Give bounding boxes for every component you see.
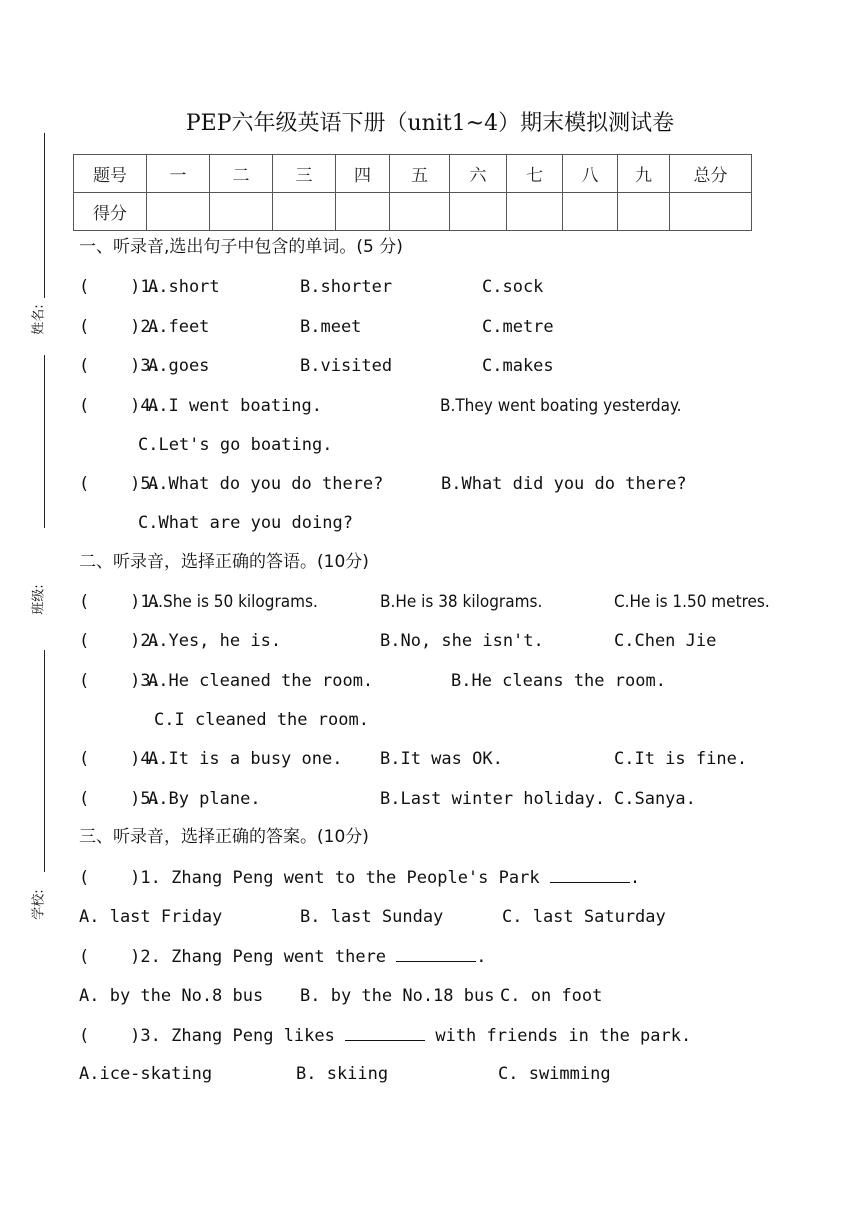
s1-q1-option-b: B.shorter <box>300 277 393 297</box>
s2-q2-option-b: B.No, she isn't. <box>380 631 544 651</box>
s1-q5-option-c: C.What are you doing? <box>138 513 353 533</box>
page-title: PEP六年级英语下册（unit1~4）期末模拟测试卷 <box>185 111 675 136</box>
s3-q1-stem-text: ( )1. Zhang Peng went to the People's Park <box>79 868 550 888</box>
score-cell[interactable] <box>210 193 273 231</box>
s1-q3-number: ( )3. <box>79 356 161 376</box>
s3-q2-option-c: C. on foot <box>500 986 603 1006</box>
score-cell[interactable] <box>336 193 390 231</box>
header-cell: 九 <box>618 155 670 193</box>
s2-q5-option-a: A.By plane. <box>148 789 261 809</box>
header-cell: 五 <box>390 155 450 193</box>
score-cell[interactable] <box>618 193 670 231</box>
name-label: 姓名: <box>31 304 47 335</box>
s3-q1-option-b: B. last Sunday <box>300 907 444 927</box>
s2-q1-number: ( )1. <box>79 592 161 612</box>
s2-q5-option-b: B.Last winter holiday. <box>380 789 606 809</box>
s2-q1-option-c: C.He is 1.50 metres. <box>614 592 770 612</box>
s2-q3-option-a: A.He cleaned the room. <box>148 671 374 691</box>
s2-q3-option-c: C.I cleaned the room. <box>154 710 369 730</box>
s1-q3-option-b: B.visited <box>300 356 393 376</box>
s3-q3-option-a: A.ice-skating <box>79 1064 213 1084</box>
s1-q2-option-c: C.metre <box>482 317 554 337</box>
s2-q1-option-a: A.She is 50 kilograms. <box>148 592 318 612</box>
s2-q2-option-c: C.Chen Jie <box>614 631 717 651</box>
s2-q5-option-c: C.Sanya. <box>614 789 696 809</box>
school-label: 学校: <box>31 889 47 920</box>
header-cell: 题号 <box>74 155 147 193</box>
header-cell: 二 <box>210 155 273 193</box>
section2-heading: 二、听录音，选择正确的答语。(10分) <box>79 552 369 572</box>
score-cell[interactable] <box>670 193 752 231</box>
s1-q5-number: ( )5. <box>79 474 161 494</box>
header-cell: 总分 <box>670 155 752 193</box>
s1-q4-option-b: B.They went boating yesterday. <box>440 396 682 416</box>
s2-q1-option-b: B.He is 38 kilograms. <box>380 592 543 612</box>
s1-q4-option-a: A.I went boating. <box>148 396 322 416</box>
s3-q2-option-a: A. by the No.8 bus <box>79 986 264 1006</box>
section1-heading: 一、听录音,选出句子中包含的单词。(5 分) <box>79 237 403 257</box>
score-table <box>73 154 752 231</box>
s1-q5-option-b: B.What did you do there? <box>441 474 687 494</box>
score-table-header-row <box>74 155 752 193</box>
s3-q3-blank[interactable] <box>345 1024 425 1041</box>
score-row-label: 得分 <box>74 193 147 231</box>
s3-q3-option-c: C. swimming <box>498 1064 611 1084</box>
s1-q1-number: ( )1. <box>79 277 161 297</box>
s3-q3-stem-end: with friends in the park. <box>425 1026 692 1046</box>
s3-q2-stem-text: ( )2. Zhang Peng went there <box>79 947 397 967</box>
header-cell: 一 <box>147 155 210 193</box>
s1-q4-number: ( )4. <box>79 396 161 416</box>
s2-q4-option-a: A.It is a busy one. <box>148 749 343 769</box>
section3-heading: 三、听录音，选择正确的答案。(10分) <box>79 827 369 847</box>
s3-q1-option-c: C. last Saturday <box>502 907 666 927</box>
s2-q4-number: ( )4. <box>79 749 161 769</box>
binding-line-mid <box>44 355 45 528</box>
s1-q3-option-c: C.makes <box>482 356 554 376</box>
s3-q1-blank[interactable] <box>550 866 630 883</box>
score-cell[interactable] <box>273 193 336 231</box>
s3-q2-stem-end: . <box>476 947 487 967</box>
s3-q3-option-b: B. skiing <box>296 1064 389 1084</box>
s3-q2-blank[interactable] <box>396 945 476 962</box>
s3-q1-stem-end: . <box>629 868 641 888</box>
s3-q1-option-a: A. last Friday <box>79 907 223 927</box>
s2-q3-number: ( )3. <box>79 671 161 691</box>
s2-q2-number: ( )2. <box>79 631 161 651</box>
class-label: 班级: <box>31 584 47 615</box>
score-table-score-row <box>74 193 752 231</box>
s1-q2-option-b: B.meet <box>300 317 362 337</box>
s3-q3-stem-text: ( )3. Zhang Peng likes <box>79 1026 346 1046</box>
binding-line-top <box>44 133 45 298</box>
s3-q2-option-b: B. by the No.18 bus <box>300 986 495 1006</box>
s3-q3-stem <box>79 1024 691 1047</box>
header-cell: 四 <box>336 155 390 193</box>
s1-q2-option-a: A.feet <box>148 317 210 337</box>
s2-q5-number: ( )5. <box>79 789 161 809</box>
header-cell: 七 <box>507 155 563 193</box>
s1-q5-option-a: A.What do you do there? <box>148 474 384 494</box>
s1-q3-option-a: A.goes <box>148 356 210 376</box>
s2-q4-option-b: B.It was OK. <box>380 749 503 769</box>
s1-q4-option-c: C.Let's go boating. <box>138 435 333 455</box>
header-cell: 三 <box>273 155 336 193</box>
score-cell[interactable] <box>507 193 563 231</box>
score-cell[interactable] <box>450 193 507 231</box>
s2-q3-option-b: B.He cleans the room. <box>451 671 666 691</box>
header-cell: 六 <box>450 155 507 193</box>
score-cell[interactable] <box>563 193 618 231</box>
score-cell[interactable] <box>147 193 210 231</box>
binding-line-bottom <box>44 650 45 872</box>
score-cell[interactable] <box>390 193 450 231</box>
s1-q2-number: ( )2. <box>79 317 161 337</box>
s3-q2-stem <box>79 945 487 968</box>
s1-q1-option-c: C.sock <box>482 277 544 297</box>
header-cell: 八 <box>563 155 618 193</box>
s1-q1-option-a: A.short <box>148 277 220 297</box>
s3-q1-stem <box>79 866 640 889</box>
s2-q4-option-c: C.It is fine. <box>614 749 748 769</box>
s2-q2-option-a: A.Yes, he is. <box>148 631 282 651</box>
